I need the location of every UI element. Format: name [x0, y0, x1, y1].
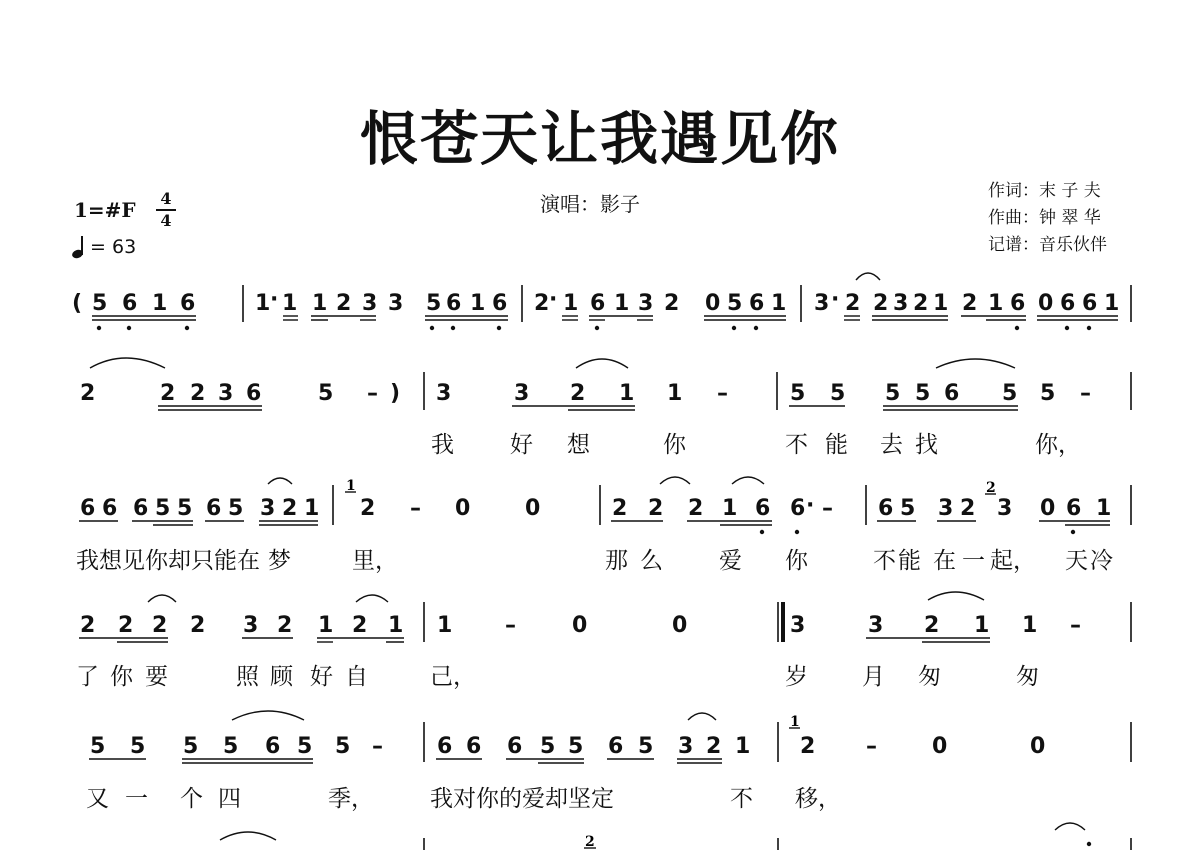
svg-text:己，: 己，: [430, 664, 476, 690]
svg-text:6: 6: [1060, 291, 1076, 316]
svg-text:6: 6: [246, 381, 262, 406]
svg-text:1: 1: [667, 381, 683, 406]
svg-text:1: 1: [790, 714, 800, 730]
svg-text:3: 3: [678, 734, 694, 759]
svg-text:6: 6: [590, 291, 606, 316]
svg-text:冷: 冷: [1090, 548, 1113, 574]
svg-text:5: 5: [540, 734, 556, 759]
score-line-3: [76, 477, 1131, 574]
svg-text:–: –: [410, 496, 421, 521]
svg-text:1: 1: [974, 613, 990, 638]
svg-text:1: 1: [1022, 613, 1038, 638]
svg-text:·: ·: [831, 287, 840, 312]
svg-text:5: 5: [297, 734, 313, 759]
svg-text:2: 2: [664, 291, 680, 316]
svg-text:6: 6: [466, 734, 482, 759]
svg-text:1: 1: [619, 381, 635, 406]
svg-text:能: 能: [898, 548, 921, 574]
svg-text:顾: 顾: [270, 664, 293, 690]
svg-text:0: 0: [455, 496, 471, 521]
svg-text:1: 1: [282, 291, 298, 316]
svg-text:好: 好: [310, 664, 333, 690]
svg-text:2: 2: [986, 480, 996, 496]
svg-text:5: 5: [228, 496, 244, 521]
svg-text:3: 3: [938, 496, 954, 521]
svg-text:爱: 爱: [719, 548, 742, 574]
svg-text:2: 2: [570, 381, 586, 406]
svg-text:么: 么: [640, 548, 663, 574]
svg-text:2: 2: [80, 381, 96, 406]
svg-text:5: 5: [90, 734, 106, 759]
svg-text:5: 5: [318, 381, 334, 406]
composer-credit: 作曲：钟 翠 华: [988, 208, 1101, 228]
svg-text:2: 2: [648, 496, 664, 521]
svg-text:不: 不: [730, 786, 753, 812]
svg-text:–: –: [717, 381, 728, 406]
svg-text:6: 6: [102, 496, 118, 521]
svg-text:2: 2: [190, 613, 206, 638]
svg-text:3: 3: [388, 291, 404, 316]
svg-text:6: 6: [878, 496, 894, 521]
svg-text:去: 去: [880, 432, 903, 458]
svg-text:了: 了: [76, 664, 99, 690]
svg-text:3: 3: [436, 381, 452, 406]
svg-text:2: 2: [612, 496, 628, 521]
svg-text:6: 6: [608, 734, 624, 759]
svg-text:–: –: [866, 734, 877, 759]
svg-text:6: 6: [122, 291, 138, 316]
svg-text:1: 1: [771, 291, 787, 316]
svg-text:能: 能: [825, 432, 848, 458]
score-line-6-partial: [220, 823, 1131, 850]
svg-text:好: 好: [510, 432, 533, 458]
svg-text:3: 3: [218, 381, 234, 406]
svg-text:2: 2: [873, 291, 889, 316]
svg-text:2: 2: [152, 613, 168, 638]
svg-text:0: 0: [932, 734, 948, 759]
svg-text:1: 1: [722, 496, 738, 521]
svg-text:3: 3: [893, 291, 909, 316]
svg-text:·: ·: [549, 287, 558, 312]
svg-text:1: 1: [1096, 496, 1112, 521]
svg-text:–: –: [372, 734, 383, 759]
svg-text:): ): [390, 381, 401, 406]
svg-text:不: 不: [785, 432, 808, 458]
svg-text:2: 2: [277, 613, 293, 638]
time-signature-bottom: 4: [160, 211, 172, 230]
svg-text:–: –: [822, 496, 833, 521]
svg-text:3: 3: [638, 291, 654, 316]
svg-text:2: 2: [688, 496, 704, 521]
svg-text:我: 我: [431, 432, 454, 458]
score-line-2: [80, 358, 1131, 458]
svg-text:1: 1: [1104, 291, 1120, 316]
score-line-1: [72, 273, 1131, 330]
svg-text:想: 想: [567, 432, 590, 458]
svg-text:起，: 起，: [990, 548, 1036, 574]
svg-text:1: 1: [614, 291, 630, 316]
svg-text:2: 2: [960, 496, 976, 521]
svg-text:5: 5: [1040, 381, 1056, 406]
svg-text:梦: 梦: [268, 548, 291, 574]
svg-text:一: 一: [125, 786, 148, 812]
svg-text:3: 3: [362, 291, 378, 316]
svg-text:5: 5: [638, 734, 654, 759]
svg-text:你: 你: [785, 548, 808, 574]
svg-text:3: 3: [868, 613, 884, 638]
svg-text:(: (: [72, 291, 83, 316]
svg-text:5: 5: [92, 291, 108, 316]
svg-text:那: 那: [605, 548, 628, 574]
svg-text:5: 5: [426, 291, 442, 316]
svg-text:1: 1: [312, 291, 328, 316]
svg-text:1: 1: [152, 291, 168, 316]
svg-text:在: 在: [933, 548, 956, 574]
svg-text:2: 2: [160, 381, 176, 406]
singer-credit: 演唱：影子: [540, 192, 640, 216]
svg-text:移，: 移，: [795, 786, 841, 812]
svg-text:1: 1: [470, 291, 486, 316]
svg-text:5: 5: [885, 381, 901, 406]
svg-text:2: 2: [336, 291, 352, 316]
svg-text:0: 0: [672, 613, 688, 638]
svg-text:匆: 匆: [1016, 664, 1039, 690]
svg-text:5: 5: [727, 291, 743, 316]
svg-text:6: 6: [1082, 291, 1098, 316]
svg-text:5: 5: [223, 734, 239, 759]
svg-text:季，: 季，: [328, 786, 374, 812]
svg-text:1: 1: [318, 613, 334, 638]
lyricist-credit: 作词：末 子 夫: [988, 181, 1101, 201]
svg-text:0: 0: [572, 613, 588, 638]
svg-text:2: 2: [80, 613, 96, 638]
svg-text:6: 6: [437, 734, 453, 759]
svg-text:6: 6: [206, 496, 222, 521]
svg-text:1: 1: [346, 478, 356, 494]
svg-text:2: 2: [962, 291, 978, 316]
score-line-4: [76, 592, 1131, 690]
svg-text:天: 天: [1065, 548, 1088, 574]
key-signature: 1=#F: [74, 198, 136, 222]
svg-text:0: 0: [1040, 496, 1056, 521]
svg-text:里，: 里，: [352, 548, 398, 574]
svg-text:3: 3: [790, 613, 806, 638]
svg-text:个: 个: [180, 786, 203, 812]
svg-text:匆: 匆: [918, 664, 941, 690]
svg-text:0: 0: [1038, 291, 1054, 316]
svg-text:6: 6: [492, 291, 508, 316]
svg-text:6: 6: [507, 734, 523, 759]
svg-text:6: 6: [944, 381, 960, 406]
svg-text:6: 6: [790, 496, 806, 521]
svg-text:5: 5: [130, 734, 146, 759]
svg-text:6: 6: [1066, 496, 1082, 521]
svg-text:6: 6: [446, 291, 462, 316]
svg-text:5: 5: [183, 734, 199, 759]
svg-text:四: 四: [218, 786, 241, 812]
svg-text:1: 1: [735, 734, 751, 759]
transcriber-credit: 记谱：音乐伙伴: [988, 235, 1107, 255]
svg-text:–: –: [1080, 381, 1091, 406]
svg-text:2: 2: [845, 291, 861, 316]
svg-text:你，: 你，: [1035, 432, 1081, 458]
svg-text:自: 自: [345, 664, 368, 690]
svg-text:1: 1: [988, 291, 1004, 316]
svg-text:·: ·: [270, 287, 279, 312]
svg-text:我想见你却只能在: 我想见你却只能在: [76, 548, 260, 574]
svg-text:2: 2: [913, 291, 929, 316]
svg-text:–: –: [1070, 613, 1081, 638]
svg-text:1: 1: [388, 613, 404, 638]
svg-text:1: 1: [563, 291, 579, 316]
svg-text:我对你的爱却坚定: 我对你的爱却坚定: [430, 786, 614, 812]
svg-text:你: 你: [663, 432, 686, 458]
svg-text:3: 3: [260, 496, 276, 521]
score-line-5: [86, 711, 1131, 812]
svg-text:2: 2: [534, 291, 550, 316]
svg-text:5: 5: [790, 381, 806, 406]
svg-text:6: 6: [265, 734, 281, 759]
next-line-ending-marker: 2: [585, 834, 595, 850]
svg-text:5: 5: [177, 496, 193, 521]
svg-text:月: 月: [862, 664, 885, 690]
svg-text:6: 6: [80, 496, 96, 521]
svg-text:一: 一: [962, 548, 985, 574]
svg-text:3: 3: [997, 496, 1013, 521]
svg-text:你: 你: [110, 664, 133, 690]
svg-text:2: 2: [352, 613, 368, 638]
svg-text:–: –: [367, 381, 378, 406]
svg-text:3: 3: [514, 381, 530, 406]
svg-text:6: 6: [755, 496, 771, 521]
svg-text:0: 0: [1030, 734, 1046, 759]
svg-text:1: 1: [437, 613, 453, 638]
svg-text:又: 又: [86, 786, 109, 812]
svg-text:3: 3: [243, 613, 259, 638]
svg-text:5: 5: [900, 496, 916, 521]
svg-text:5: 5: [155, 496, 171, 521]
svg-text:2: 2: [360, 496, 376, 521]
svg-text:2: 2: [282, 496, 298, 521]
song-title: 恨苍天让我遇见你: [359, 105, 840, 173]
svg-text:2: 2: [800, 734, 816, 759]
tempo-value: = 63: [90, 236, 137, 258]
svg-text:6: 6: [133, 496, 149, 521]
svg-text:6: 6: [180, 291, 196, 316]
svg-text:3: 3: [814, 291, 830, 316]
svg-text:岁: 岁: [785, 664, 808, 690]
svg-text:5: 5: [1002, 381, 1018, 406]
svg-text:照: 照: [236, 664, 259, 690]
svg-text:0: 0: [525, 496, 541, 521]
svg-text:2: 2: [924, 613, 940, 638]
svg-text:6: 6: [1010, 291, 1026, 316]
svg-text:·: ·: [806, 493, 815, 518]
svg-text:1: 1: [933, 291, 949, 316]
svg-text:1: 1: [304, 496, 320, 521]
svg-text:要: 要: [145, 664, 168, 690]
svg-text:5: 5: [568, 734, 584, 759]
svg-text:1: 1: [255, 291, 271, 316]
svg-text:5: 5: [335, 734, 351, 759]
svg-text:2: 2: [706, 734, 722, 759]
svg-text:不: 不: [873, 548, 896, 574]
svg-text:5: 5: [915, 381, 931, 406]
svg-text:找: 找: [915, 432, 938, 458]
svg-text:6: 6: [749, 291, 765, 316]
time-signature-top: 4: [160, 189, 172, 208]
svg-text:5: 5: [830, 381, 846, 406]
svg-text:2: 2: [118, 613, 134, 638]
svg-text:–: –: [505, 613, 516, 638]
svg-text:2: 2: [190, 381, 206, 406]
svg-text:0: 0: [705, 291, 721, 316]
